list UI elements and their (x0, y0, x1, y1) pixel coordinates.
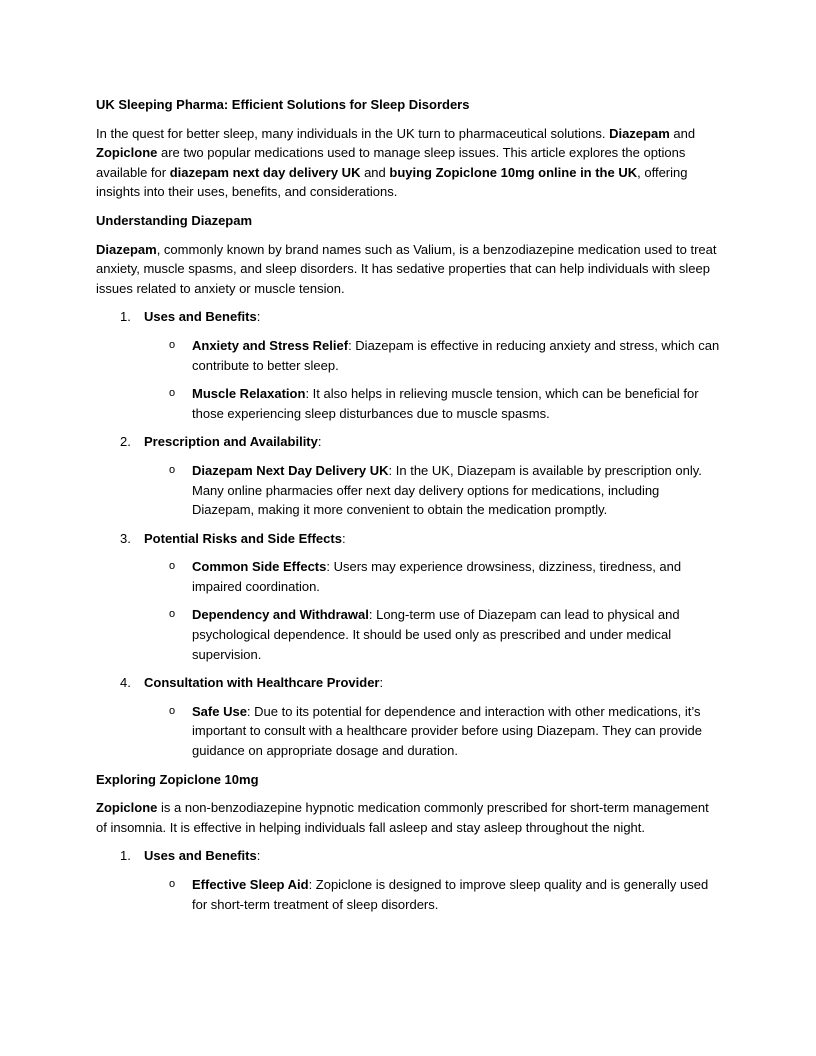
sub-list-item: o Anxiety and Stress Relief: Diazepam is effective in reducing anxiety and stress, which can contribute to better sleep. (169, 337, 720, 373)
section-intro-zopiclone: Zopiclone is a non-benzodiazepine hypnotic medication commonly prescribed for short-term management of insomnia. It is effective in helping individuals fall asleep and stay asleep throughout the night. (96, 800, 709, 835)
bold-term: buying Zopiclone 10mg online in the UK (389, 164, 638, 180)
bullet-icon: o (169, 463, 176, 476)
bullet-icon: o (169, 387, 176, 400)
bullet-icon: o (169, 878, 176, 890)
list-item: 2. Prescription and Availability: (120, 434, 322, 450)
sub-list-item: o Common Side Effects: Users may experience drowsiness, dizziness, tiredness, and impaired coordination. (169, 559, 682, 594)
sub-list-item: o Effective Sleep Aid: Zopiclone is designed to improve sleep quality and is generally used for short-term treatment of sleep disorders. (169, 877, 709, 912)
list-item: 1. Uses and Benefits: (120, 309, 261, 325)
document-title: UK Sleeping Pharma: Efficient Solutions for Sleep Disorders (96, 97, 470, 112)
document-body (96, 95, 720, 923)
sub-list-item: o Diazepam Next Day Delivery UK: In the UK, Diazepam is available by prescription only. Many online pharmacies offer next day delivery options for medications, including Diazepam, making it more convenient to obtain the medication promptly. (169, 462, 702, 518)
bullet-icon: o (169, 338, 176, 351)
list-item: 3. Potential Risks and Side Effects: (120, 530, 346, 546)
bold-term: Zopiclone (96, 145, 158, 161)
sub-list-item: o Muscle Relaxation: It also helps in relieving muscle tension, which can be beneficial for those experiencing sleep disturbances due to muscle spasms. (169, 386, 699, 421)
list-item: 4. Consultation with Healthcare Provider: (120, 675, 384, 691)
section-heading-zopiclone: Exploring Zopiclone 10mg (96, 771, 259, 787)
list-item: 1. Uses and Benefits: (120, 848, 261, 864)
bullet-icon: o (169, 608, 176, 621)
bold-term: Diazepam (609, 125, 670, 141)
bullet-icon: o (169, 704, 176, 717)
sub-list-item: o Dependency and Withdrawal: Long-term use of Diazepam can lead to physical and psychological dependence. It should be used only as prescribed and under medical supervision. (169, 607, 680, 662)
section-intro-diazepam: Diazepam, commonly known by brand names such as Valium, is a benzodiazepine medication used to treat anxiety, muscle spasms, and sleep disorders. It has sedative properties that can help individuals with sleep issues related to anxiety or muscle tension. (96, 241, 717, 296)
bold-term: diazepam next day delivery UK (169, 164, 361, 180)
bullet-icon: o (169, 560, 176, 573)
section-heading-diazepam: Understanding Diazepam (96, 212, 253, 228)
intro-paragraph: In the quest for better sleep, many individuals in the UK turn to pharmaceutical solutions. Diazepam and Zopiclone are two popular medications used to manage sleep issues. This article explores the options available for diazepam next day delivery UK and buying Zopiclone 10mg online in the UK, offering insights into their uses, benefits, and considerations. (96, 125, 696, 200)
sub-list-item: o Safe Use: Due to its potential for dependence and interaction with other medications, it’s important to consult with a healthcare provider before using Diazepam. They can provide guidance on appropriate dosage and duration. (169, 703, 702, 759)
